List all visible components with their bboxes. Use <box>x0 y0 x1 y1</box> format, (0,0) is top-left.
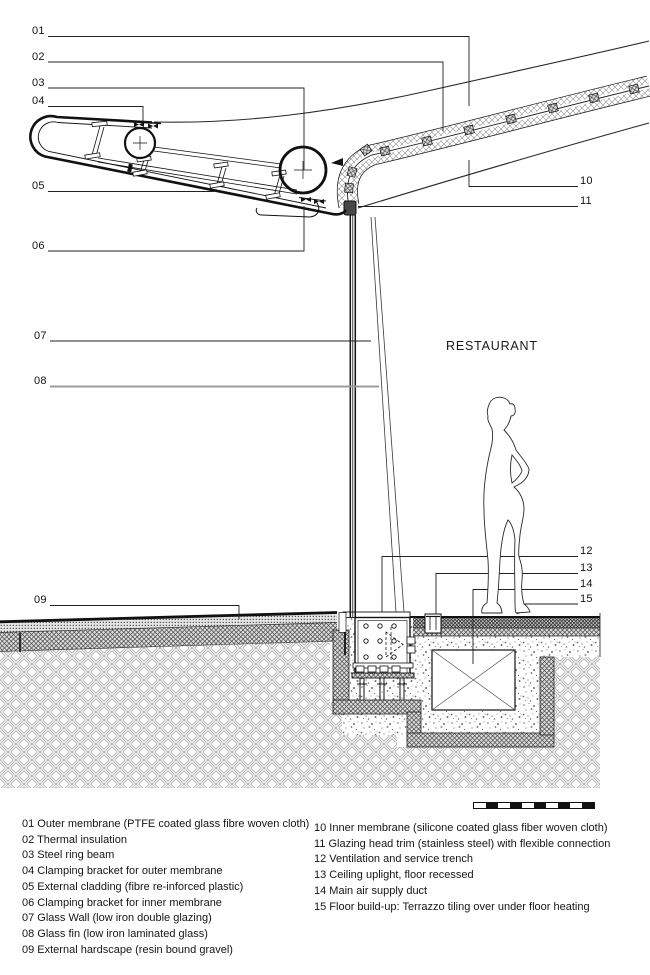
legend-right-column <box>314 821 610 915</box>
callout-01: 01 <box>32 25 45 37</box>
legend-item: 14 Main air supply duct <box>314 884 428 897</box>
roof-insulation-band <box>331 84 649 206</box>
callout-04: 04 <box>32 95 45 107</box>
callout-10: 10 <box>580 175 593 187</box>
callout-15: 15 <box>580 593 593 605</box>
air-supply-duct <box>432 650 515 710</box>
earth-right <box>550 657 600 788</box>
legend-item: 04 Clamping bracket for outer membrane <box>22 865 223 878</box>
callout-07: 07 <box>34 329 47 342</box>
legend-item: 06 Clamping bracket for inner membrane <box>22 896 222 909</box>
callout-11: 11 <box>580 195 592 207</box>
legend-item: 15 Floor build-up: Terrazzo tiling over under floor heating <box>314 900 590 913</box>
callout-06: 06 <box>32 239 45 252</box>
callout-02: 02 <box>32 50 45 63</box>
legend-item: 13 Ceiling uplight, floor recessed <box>314 869 474 882</box>
human-figure <box>482 397 530 613</box>
glass-wall <box>350 215 355 617</box>
callout-05: 05 <box>32 180 45 192</box>
legend-item: 05 External cladding (fibre re-inforced plastic) <box>22 880 244 893</box>
callout-12: 12 <box>580 545 593 557</box>
steel-ring-beam-small <box>125 128 155 158</box>
legend-item: 08 Glass fin (low iron laminated glass) <box>22 927 208 940</box>
callout-03: 03 <box>32 76 45 89</box>
nose-clamp <box>331 158 343 166</box>
legend-item: 09 External hardscape (resin bound gravel) <box>22 943 233 956</box>
legend-item: 11 Glazing head trim (stainless steel) with flexible connection <box>314 837 611 850</box>
glazing-head-trim <box>344 201 356 215</box>
callout-14: 14 <box>580 578 593 590</box>
earth-left <box>0 641 330 788</box>
scale-bar <box>473 802 595 809</box>
legend-left-column <box>22 817 309 958</box>
canopy-wing <box>30 116 346 217</box>
inner-membrane <box>358 123 649 208</box>
legend-item: 02 Thermal insulation <box>22 833 127 846</box>
callout-09: 09 <box>34 594 47 606</box>
room-label: RESTAURANT <box>446 339 538 353</box>
legend-item: 10 Inner membrane (silicone coated glass fiber woven cloth) <box>314 822 608 834</box>
legend-item: 12 Ventilation and service trench <box>314 853 473 866</box>
callout-13: 13 <box>580 562 593 574</box>
callout-08: 08 <box>34 375 47 387</box>
floor-uplight <box>425 614 441 633</box>
legend-item: 03 Steel ring beam <box>22 849 115 862</box>
legend-item: 07 Glass Wall (low iron double glazing) <box>22 912 212 925</box>
steel-ring-beam-large <box>280 147 326 193</box>
external-cladding <box>30 116 346 214</box>
glass-fin <box>371 217 404 612</box>
legend-item: 01 Outer membrane (PTFE coated glass fibre woven cloth) <box>22 818 310 830</box>
